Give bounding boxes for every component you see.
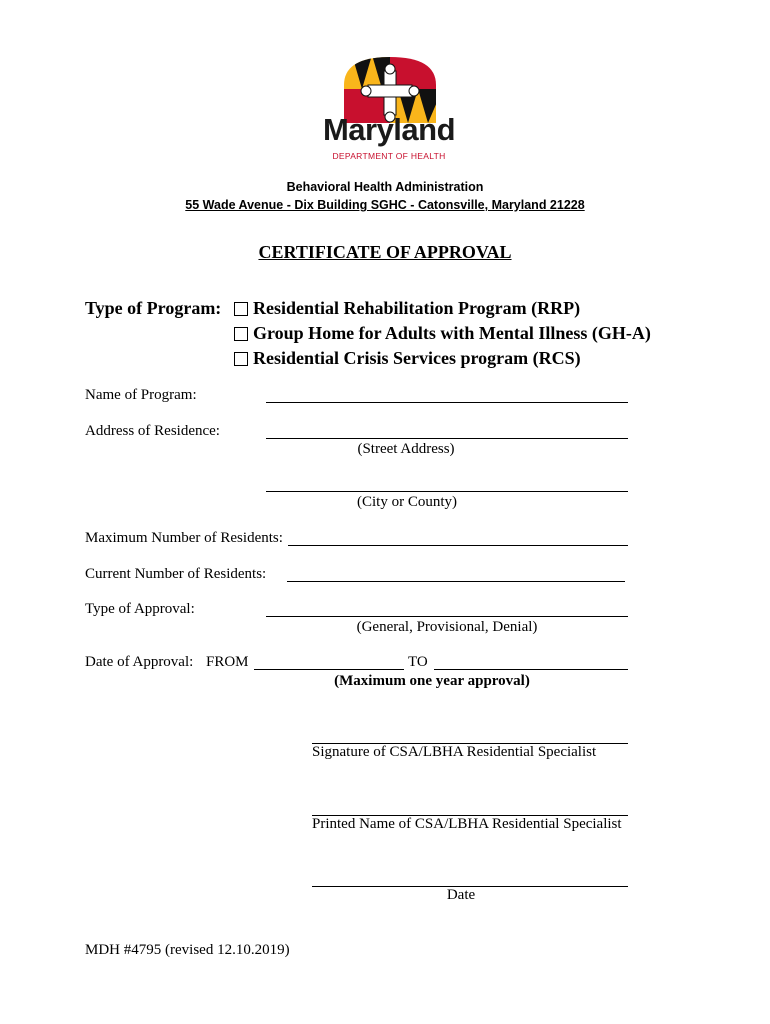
agency-name: Behavioral Health Administration	[286, 180, 484, 194]
form-number: MDH #4795 (revised 12.10.2019)	[85, 942, 290, 958]
current-residents-label: Current Number of Residents:	[85, 566, 267, 582]
program-option-label: Residential Crisis Services program (RCS)	[253, 348, 581, 368]
checkbox-rrp[interactable]	[234, 302, 248, 316]
street-address-field[interactable]	[266, 438, 628, 439]
name-of-program-label: Name of Program:	[85, 387, 197, 403]
program-option-gha[interactable]	[234, 323, 651, 344]
program-option-rcs[interactable]	[234, 348, 581, 369]
date-of-approval-label: Date of Approval:	[85, 654, 194, 670]
logo-wordmark: Maryland	[322, 112, 456, 147]
current-residents-field[interactable]	[287, 581, 625, 582]
type-of-approval-field[interactable]	[266, 616, 628, 617]
date-to-field[interactable]	[434, 669, 628, 670]
max-residents-label: Maximum Number of Residents:	[85, 530, 283, 546]
program-option-rrp[interactable]	[234, 298, 580, 319]
date-from-field[interactable]	[254, 669, 404, 670]
max-approval-note: (Maximum one year approval)	[334, 673, 530, 689]
city-county-hint: (City or County)	[357, 494, 457, 510]
max-residents-field[interactable]	[288, 545, 628, 546]
type-of-approval-label: Type of Approval:	[85, 601, 195, 617]
checkbox-gha[interactable]	[234, 327, 248, 341]
approval-types-hint: (General, Provisional, Denial)	[356, 619, 538, 635]
printed-name-label: Printed Name of CSA/LBHA Residential Specialist	[312, 816, 622, 832]
city-county-field[interactable]	[266, 491, 628, 492]
from-label: FROM	[206, 654, 249, 670]
program-option-label: Residential Rehabilitation Program (RRP)	[253, 298, 581, 318]
document-title: CERTIFICATE OF APPROVAL	[258, 242, 512, 262]
agency-address: 55 Wade Avenue - Dix Building SGHC - Catonsville, Maryland 21228	[185, 198, 585, 212]
to-label: TO	[408, 654, 428, 670]
program-option-label: Group Home for Adults with Mental Illness (GH-A)	[253, 323, 651, 343]
name-of-program-field[interactable]	[266, 402, 628, 403]
address-of-residence-label: Address of Residence:	[85, 423, 220, 439]
signature-label: Signature of CSA/LBHA Residential Specialist	[312, 744, 597, 760]
street-address-hint: (Street Address)	[357, 441, 455, 457]
logo-subtitle: DEPARTMENT OF HEALTH	[332, 151, 446, 161]
program-type-label: Type of Program:	[85, 298, 222, 318]
date-label: Date	[446, 887, 476, 903]
checkbox-rcs[interactable]	[234, 352, 248, 366]
